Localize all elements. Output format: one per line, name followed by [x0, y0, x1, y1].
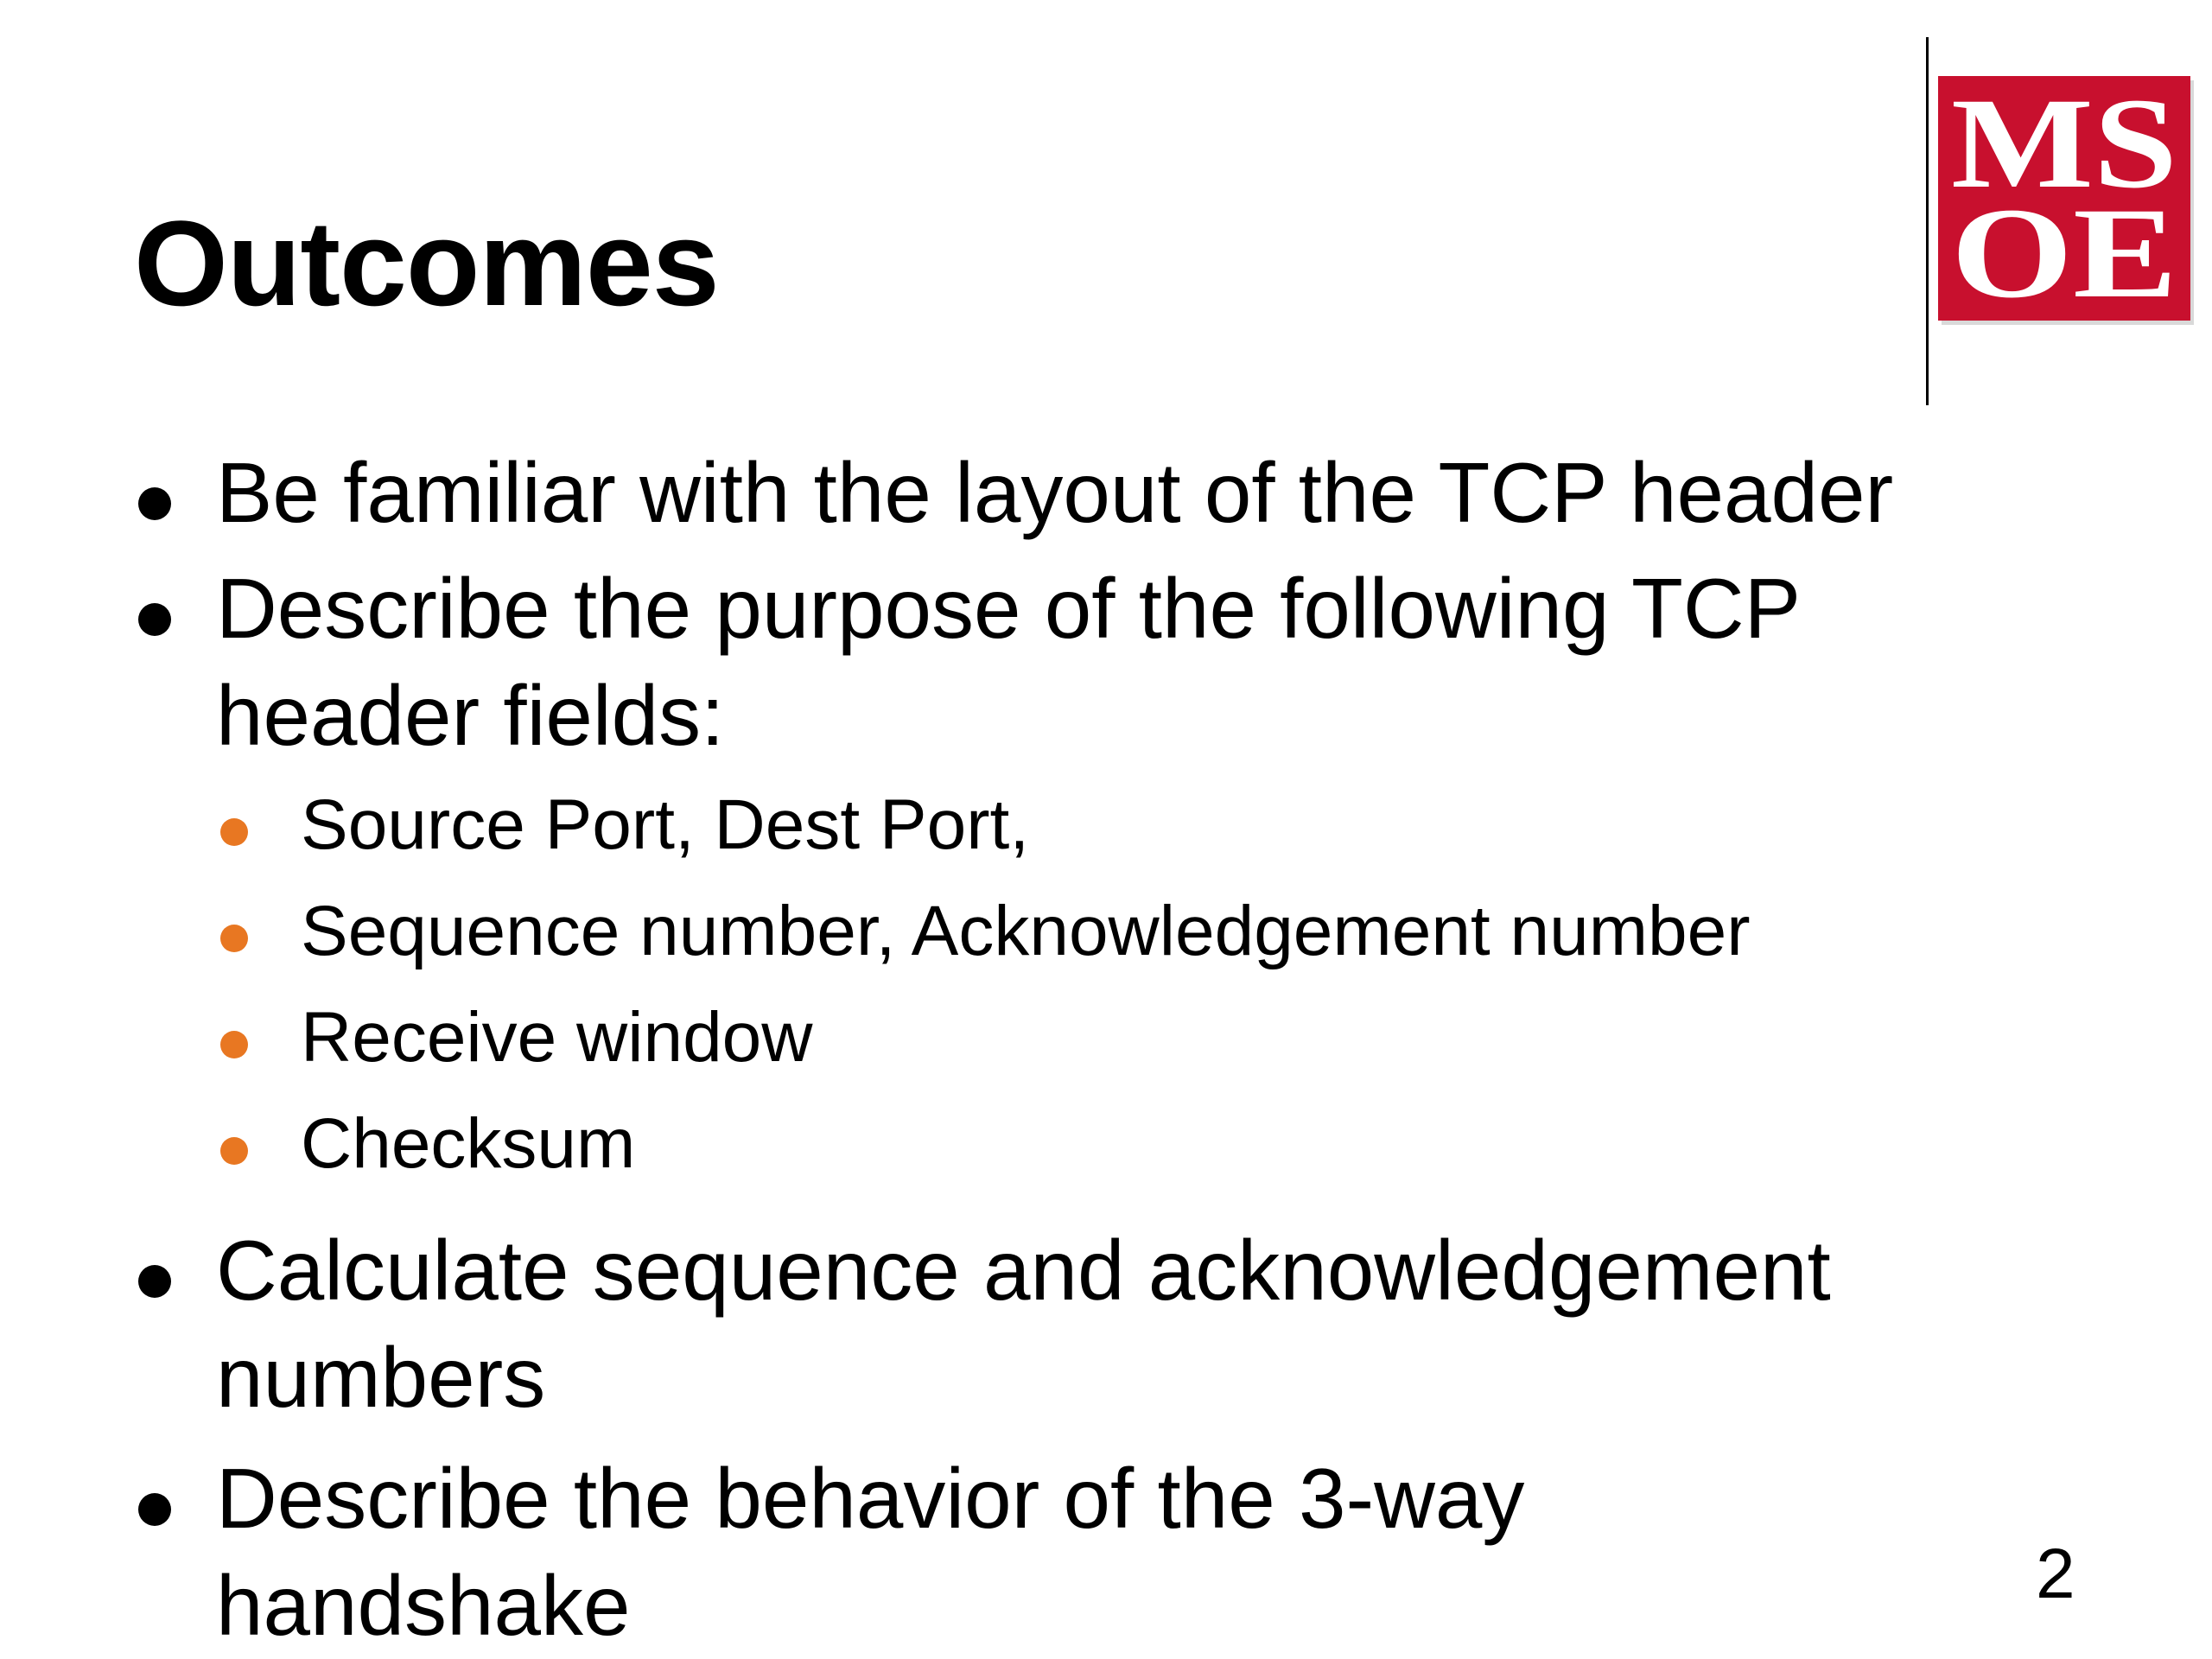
- list-item-text: Receive window: [301, 998, 813, 1077]
- list-item-text: Source Port, Dest Port,: [301, 785, 1030, 864]
- bullet-icon: [138, 1265, 171, 1298]
- svg-text:OE: OE: [1951, 181, 2177, 321]
- list-item: [216, 1445, 1944, 1659]
- msoe-logo: [1938, 76, 2190, 321]
- header-divider: [1926, 37, 1929, 405]
- list-item-text: Be familiar with the layout of the TCP header: [216, 445, 1894, 540]
- bullet-icon: [220, 1137, 248, 1165]
- bullet-icon: [220, 925, 248, 952]
- list-item: [301, 888, 1942, 975]
- list-item-text: Describe the purpose of the following TCP header fields:: [216, 561, 1800, 763]
- slide-title: Outcomes: [134, 195, 719, 331]
- list-item-text: Checksum: [301, 1104, 636, 1183]
- list-item: [216, 555, 1944, 769]
- list-item: [301, 1101, 1942, 1187]
- page-number: 2: [2036, 1535, 2075, 1613]
- list-item: [216, 1217, 1944, 1431]
- bullet-icon: [138, 603, 171, 636]
- list-item: [301, 995, 1942, 1081]
- list-item-text: Sequence number, Acknowledgement number: [301, 892, 1751, 970]
- bullet-icon: [138, 1493, 171, 1526]
- list-item-text: Describe the behavior of the 3-way handshake: [216, 1451, 1525, 1653]
- list-item: [301, 782, 1942, 868]
- bullet-icon: [138, 487, 171, 520]
- bullet-icon: [220, 818, 248, 846]
- svg-text:MS: MS: [1951, 76, 2177, 215]
- list-item: [216, 439, 1944, 546]
- bullet-icon: [220, 1031, 248, 1058]
- list-item-text: Calculate sequence and acknowledgement numbers: [216, 1223, 1831, 1425]
